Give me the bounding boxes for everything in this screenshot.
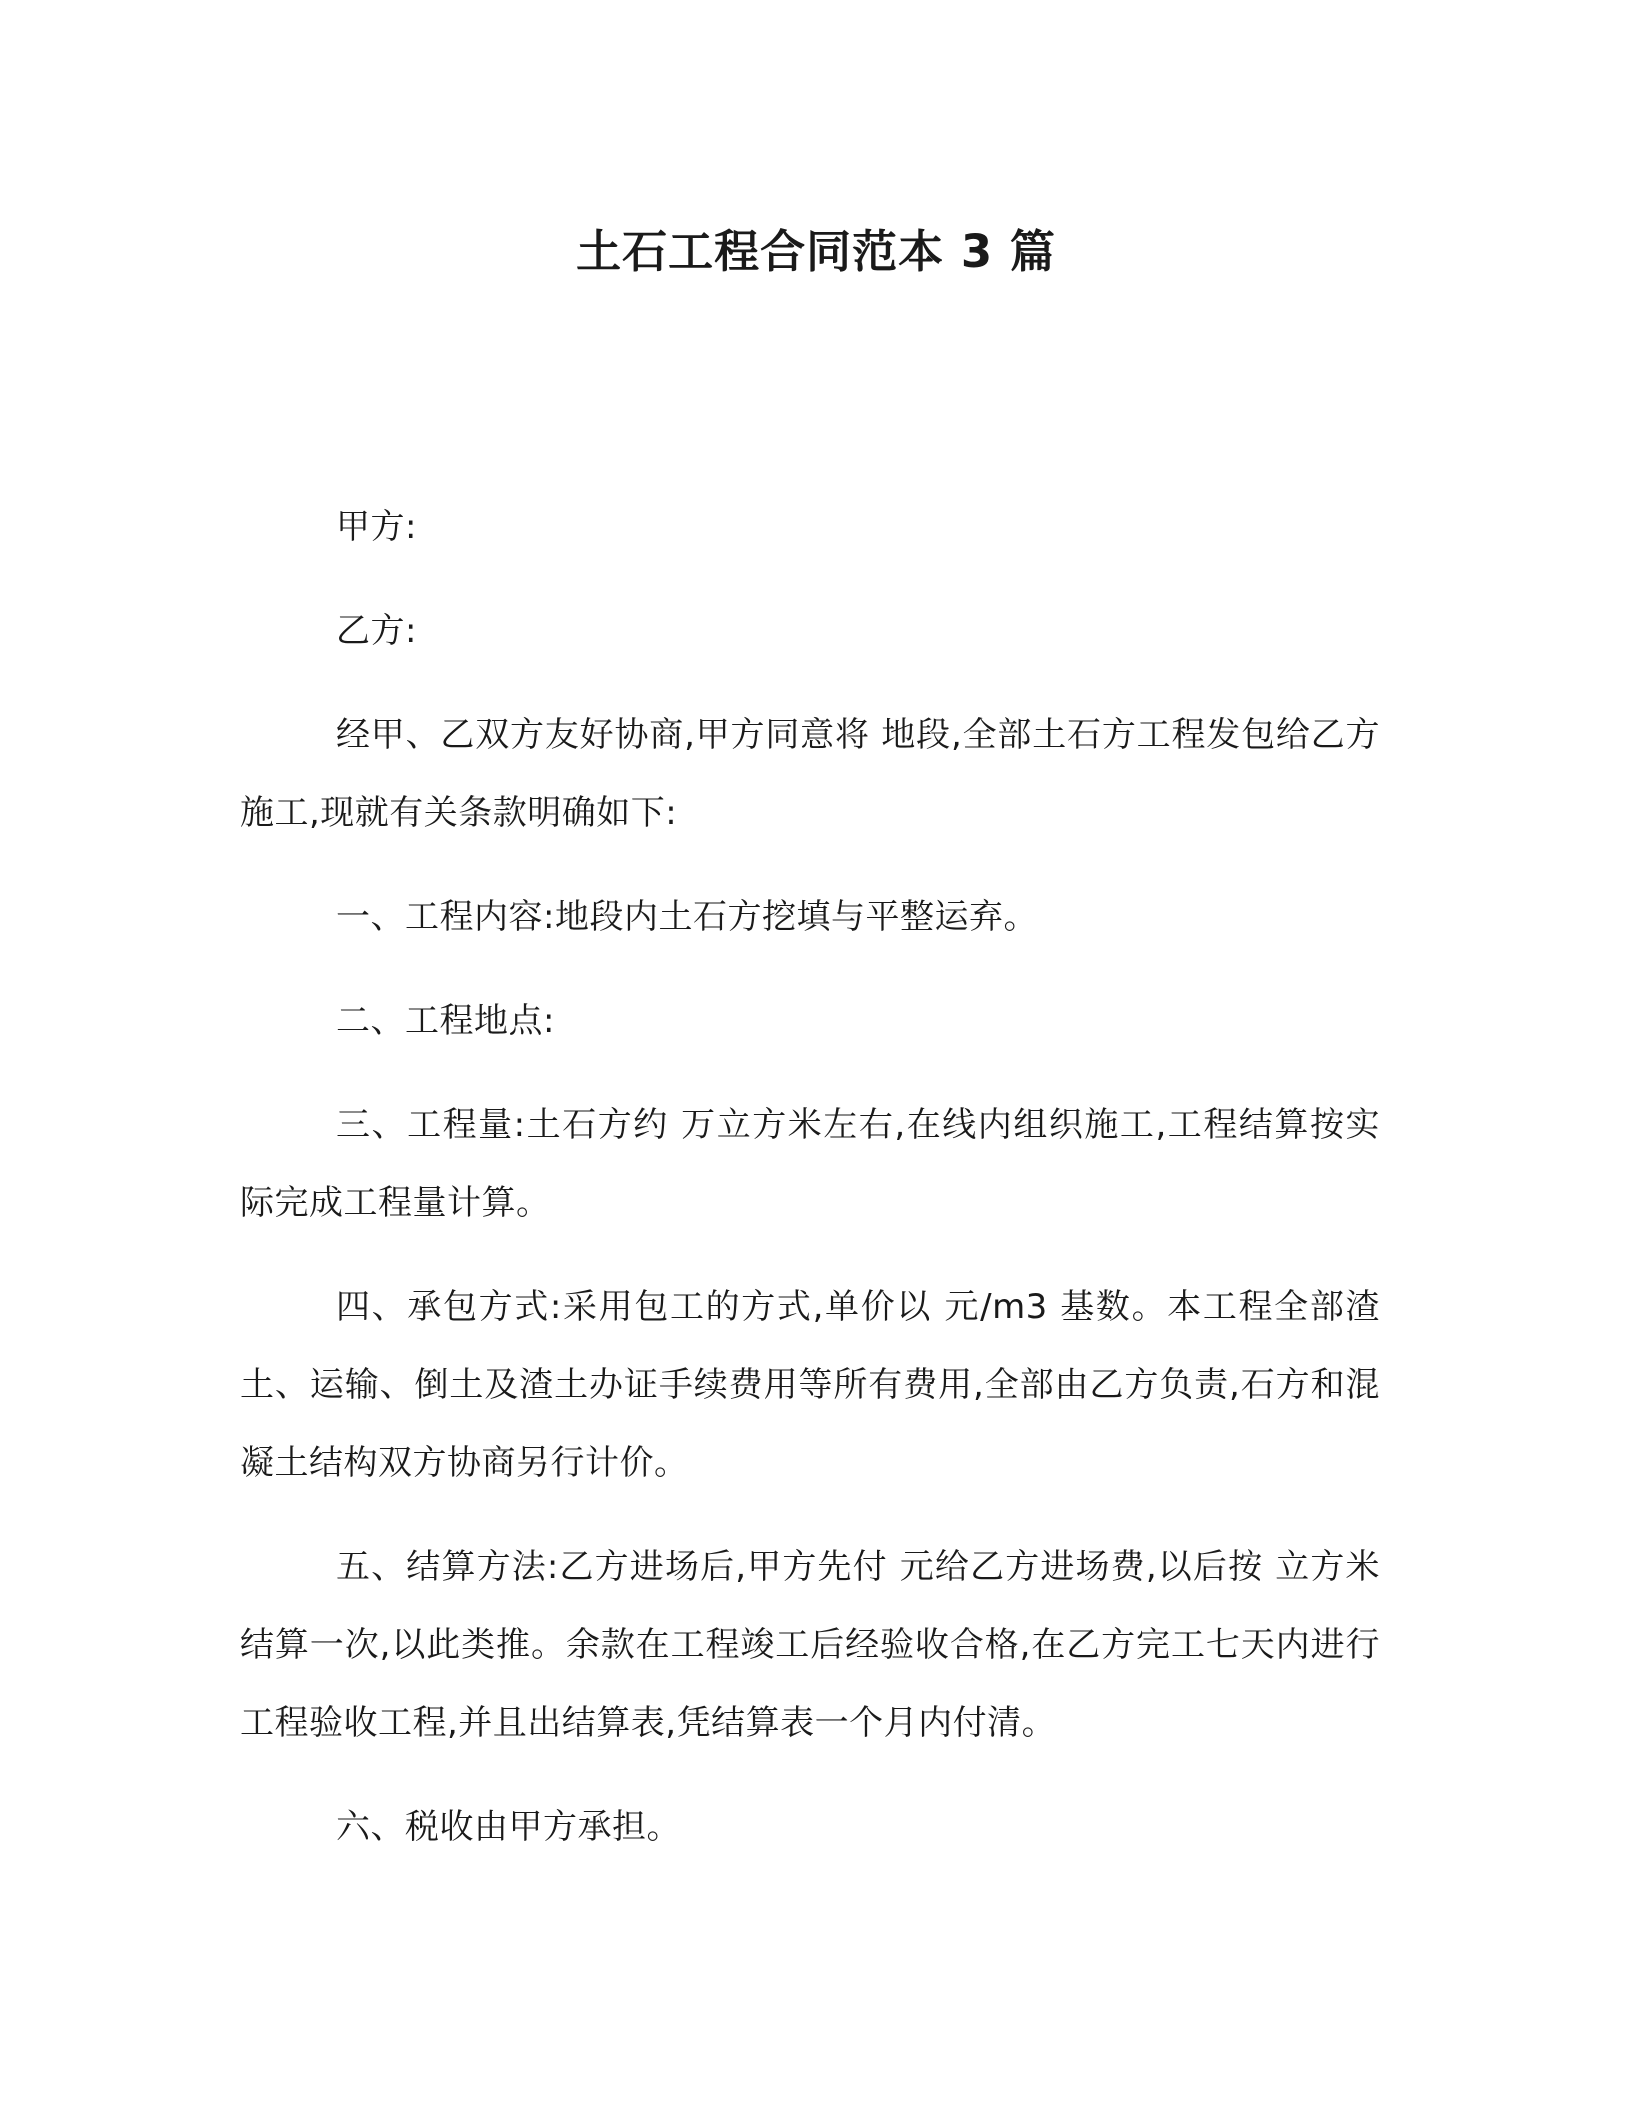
clause-3-quantity: 三、工程量:土石方约 万立方米左右,在线内组织施工,工程结算按实际完成工程量计算。 — [240, 1105, 1380, 1223]
clause-6-tax: 六、税收由甲方承担。 — [336, 1807, 681, 1847]
clause-5-settlement: 五、结算方法:乙方进场后,甲方先付 元给乙方进场费,以后按 立方米结算一次,以此类推。余款在工程竣工后经验收合格,在乙方完工七天内进行工程验收工程,并且出结算表,凭结算表一个月内付清。 — [240, 1547, 1380, 1743]
clause-2-location: 二、工程地点: — [336, 1001, 555, 1041]
intro-paragraph: 经甲、乙双方友好协商,甲方同意将 地段,全部土石方工程发包给乙方施工,现就有关条款明确如下: — [240, 715, 1380, 833]
party-b-line: 乙方: — [336, 611, 417, 651]
clause-4-contract-method: 四、承包方式:采用包工的方式,单价以 元/m3 基数。本工程全部渣土、运输、倒土及渣土办证手续费用等所有费用,全部由乙方负责,石方和混凝土结构双方协商另行计价。 — [240, 1287, 1380, 1483]
party-a-line: 甲方: — [336, 507, 417, 547]
document-title: 土石工程合同范本 3 篇 — [576, 225, 1056, 278]
clause-1-content: 一、工程内容:地段内土石方挖填与平整运弃。 — [336, 897, 1038, 937]
